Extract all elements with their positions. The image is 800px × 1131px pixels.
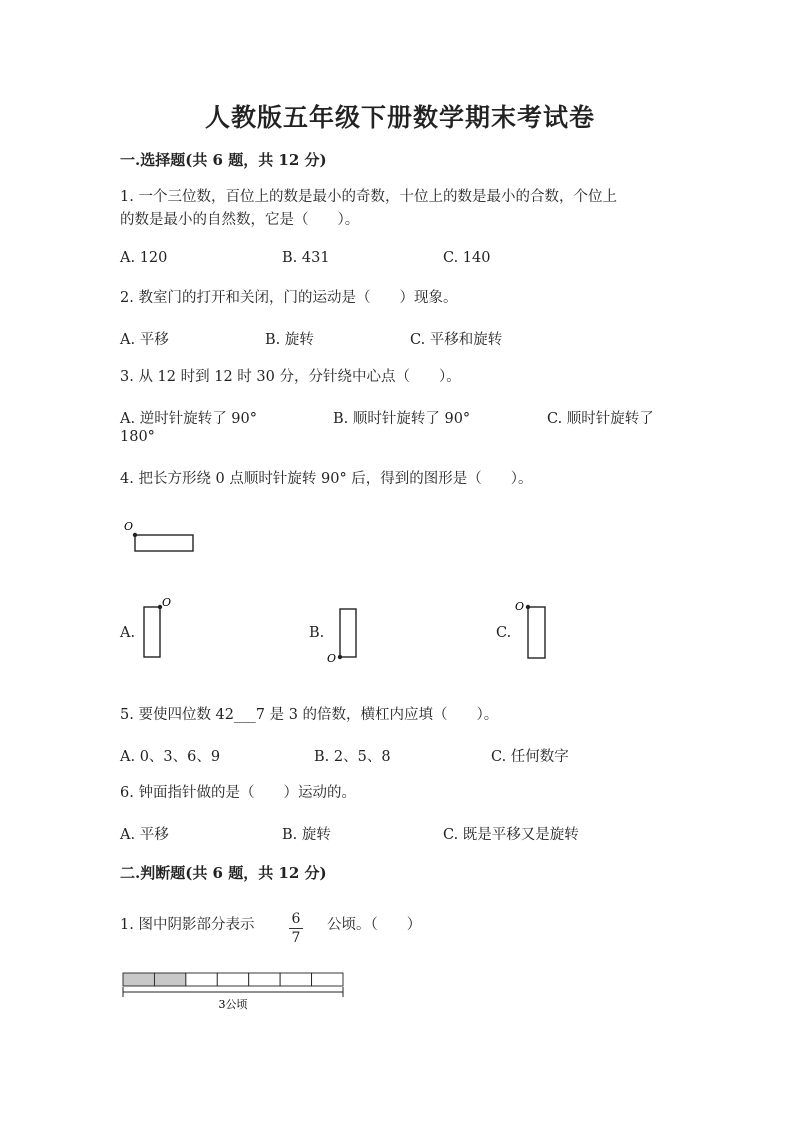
question-1-option-a[interactable]: A. 120 bbox=[120, 250, 168, 266]
option-a-figure bbox=[135, 594, 185, 664]
question-3-option-c[interactable]: C. 顺时针旋转了 bbox=[547, 411, 654, 427]
question-2-line-1: 2. 教室门的打开和关闭，门的运动是（ ）现象。 bbox=[120, 290, 458, 306]
option-c-rectangle bbox=[528, 607, 545, 658]
question-4-option-c[interactable]: C. bbox=[496, 625, 512, 641]
question-4-option-b[interactable]: B. bbox=[309, 625, 325, 641]
question-4-original-rectangle-figure bbox=[118, 518, 208, 558]
option-b-figure bbox=[325, 600, 365, 668]
hectare-strip-figure bbox=[120, 970, 350, 1015]
question-6-option-c[interactable]: C. 既是平移又是旋转 bbox=[443, 827, 579, 843]
question-3-option-c-wrap: 180° bbox=[120, 429, 155, 445]
question-1-line-2: 的数是最小的自然数，它是（ ）。 bbox=[120, 212, 360, 228]
strip-cell bbox=[186, 973, 217, 986]
judgement-1-prefix: 1. 图中阴影部分表示 bbox=[120, 917, 255, 933]
judgement-1-suffix: 公顷。（ ） bbox=[327, 917, 422, 933]
option-a-point-label: O bbox=[162, 596, 172, 609]
question-4-option-a[interactable]: A. bbox=[120, 625, 136, 641]
section-heading-judgement: 二.判断题(共 6 题，共 12 分) bbox=[120, 864, 327, 882]
page-title: 人教版五年级下册数学期末考试卷 bbox=[204, 103, 595, 132]
fraction-six-sevenths bbox=[288, 910, 304, 947]
question-2-option-a[interactable]: A. 平移 bbox=[120, 332, 169, 348]
option-b-point-label: O bbox=[327, 652, 337, 665]
section-heading-choice: 一.选择题(共 6 题，共 12 分) bbox=[120, 151, 327, 169]
question-6-line-1: 6. 钟面指针做的是（ ）运动的。 bbox=[120, 785, 356, 801]
option-c-figure bbox=[511, 596, 555, 664]
question-5-line-1: 5. 要使四位数 42___7 是 3 的倍数，横杠内应填（ ）。 bbox=[120, 707, 499, 723]
strip-cell bbox=[217, 973, 248, 986]
question-6-option-b[interactable]: B. 旋转 bbox=[282, 827, 331, 843]
fraction-denominator: 7 bbox=[291, 930, 301, 946]
question-3-option-a[interactable]: A. 逆时针旋转了 90° bbox=[120, 411, 257, 427]
point-o-label: O bbox=[124, 520, 134, 533]
option-b-point bbox=[338, 655, 342, 659]
option-c-point bbox=[526, 605, 530, 609]
strip-cell bbox=[312, 973, 343, 986]
question-3-option-b[interactable]: B. 顺时针旋转了 90° bbox=[333, 411, 471, 427]
option-b-rectangle bbox=[340, 609, 356, 657]
question-1-line-1: 1. 一个三位数，百位上的数是最小的奇数，十位上的数是最小的合数，个位上 bbox=[120, 189, 617, 205]
strip-cell bbox=[280, 973, 311, 986]
option-a-rectangle bbox=[144, 607, 160, 657]
option-c-point-label: O bbox=[515, 600, 525, 613]
question-1-option-c[interactable]: C. 140 bbox=[443, 250, 491, 266]
question-1-option-b[interactable]: B. 431 bbox=[282, 250, 330, 266]
question-4-line-1: 4. 把长方形绕 0 点顺时针旋转 90° 后，得到的图形是（ ）。 bbox=[120, 471, 533, 487]
original-rectangle bbox=[135, 535, 193, 551]
strip-cell-shaded bbox=[154, 973, 185, 986]
question-6-option-a[interactable]: A. 平移 bbox=[120, 827, 169, 843]
strip-cell-shaded bbox=[123, 973, 154, 986]
question-5-option-b[interactable]: B. 2、5、8 bbox=[314, 749, 391, 765]
fraction-numerator: 6 bbox=[291, 911, 301, 927]
strip-label: 3公顷 bbox=[218, 998, 248, 1011]
question-2-option-b[interactable]: B. 旋转 bbox=[265, 332, 314, 348]
strip-cells bbox=[123, 973, 343, 986]
question-5-option-a[interactable]: A. 0、3、6、9 bbox=[120, 749, 221, 765]
question-5-option-c[interactable]: C. 任何数字 bbox=[491, 749, 569, 765]
question-2-option-c[interactable]: C. 平移和旋转 bbox=[410, 332, 503, 348]
question-3-line-1: 3. 从 12 时到 12 时 30 分，分针绕中心点（ ）。 bbox=[120, 369, 461, 385]
strip-cell bbox=[249, 973, 280, 986]
